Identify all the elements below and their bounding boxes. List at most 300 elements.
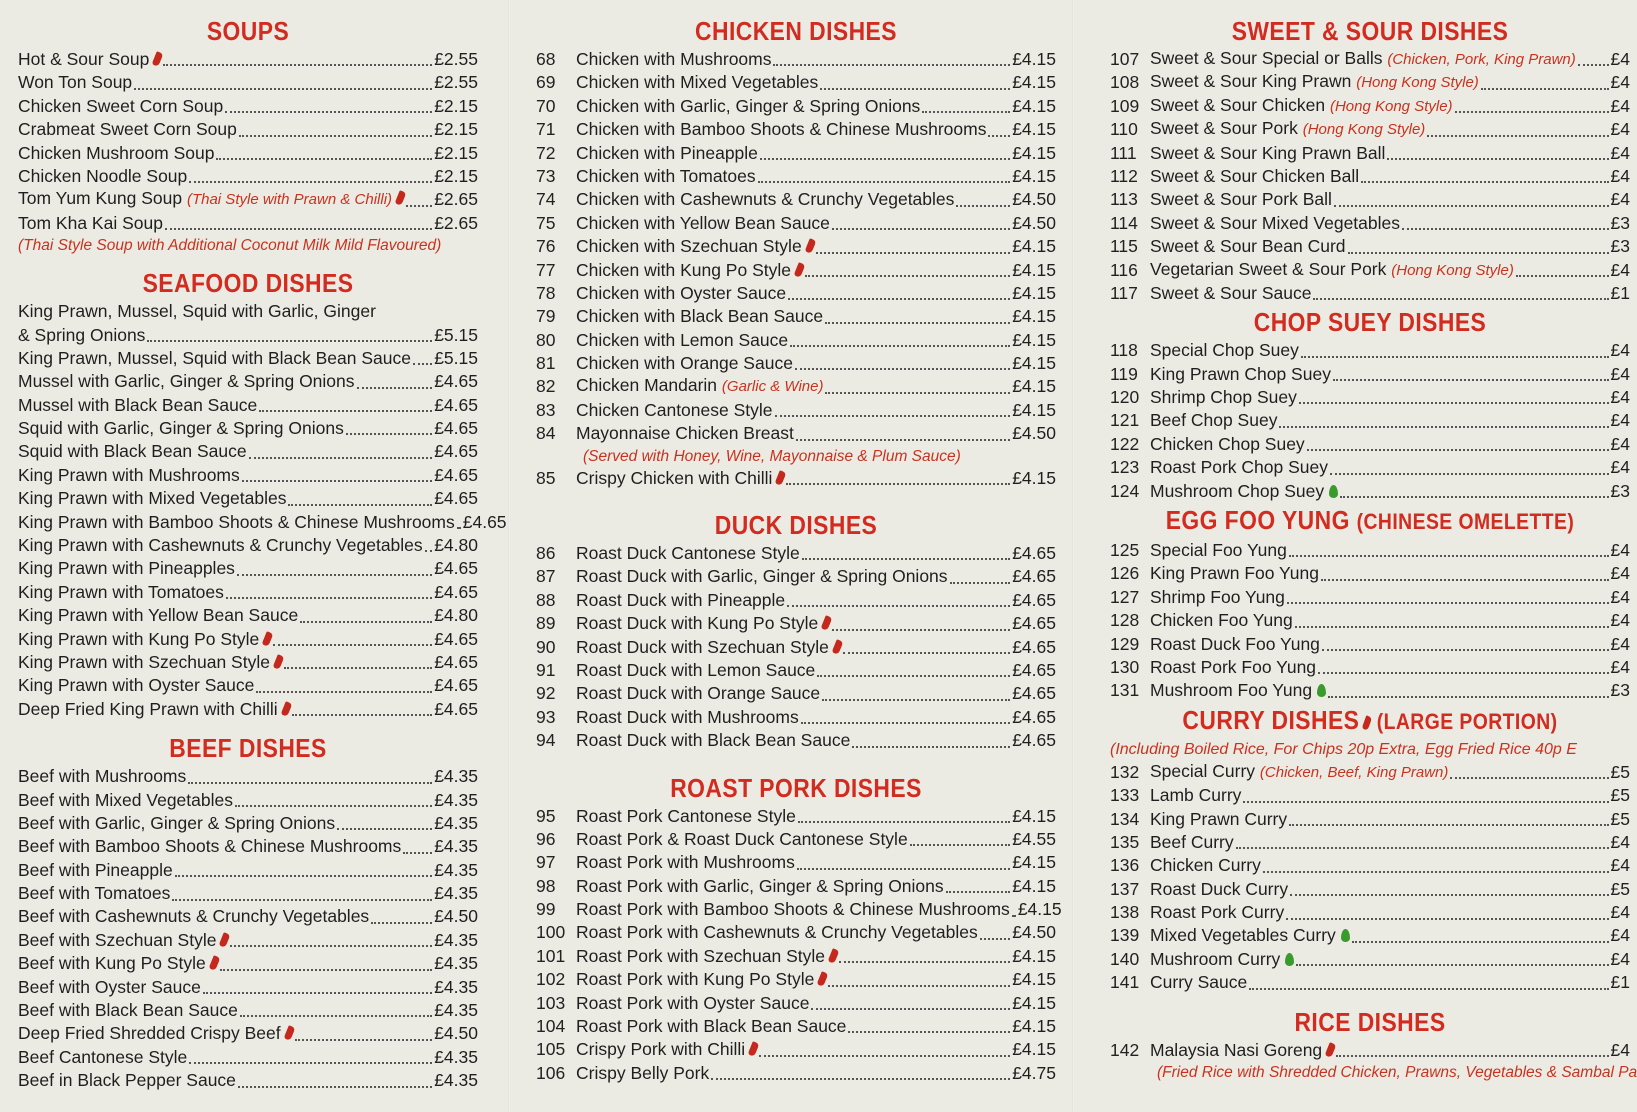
item-number: 86 bbox=[536, 543, 556, 564]
item-name bbox=[576, 329, 788, 352]
dot-leader bbox=[946, 891, 1011, 893]
vegetarian-leaf-icon bbox=[1285, 953, 1294, 966]
item-name bbox=[576, 1015, 846, 1038]
item-price: £4.15 bbox=[1012, 875, 1056, 896]
section-title-text: SOUPS bbox=[206, 16, 290, 46]
item-name bbox=[18, 859, 173, 882]
item-price: £4.65 bbox=[434, 628, 478, 649]
item-price: £4.65 bbox=[1012, 659, 1056, 680]
item-number: 76 bbox=[536, 236, 556, 257]
item-name-text: Beef with Mixed Vegetables bbox=[18, 789, 233, 810]
section-title-text: RICE DISHES bbox=[1294, 1006, 1446, 1037]
menu-item bbox=[18, 487, 478, 510]
menu-column-middle bbox=[536, 14, 1062, 1085]
vegetarian-leaf-icon bbox=[1341, 929, 1350, 942]
item-name-text: King Prawn with Bamboo Shoots & Chinese Mushrooms bbox=[18, 511, 455, 532]
item-name-text: Roast Pork Foo Yung bbox=[1150, 656, 1317, 677]
item-name bbox=[18, 999, 238, 1022]
dot-leader bbox=[852, 746, 1010, 748]
item-price: £5 bbox=[1610, 878, 1630, 899]
item-name bbox=[18, 417, 344, 440]
dot-leader bbox=[457, 527, 461, 529]
item-price: £4.15 bbox=[1012, 72, 1056, 93]
section-title bbox=[567, 508, 1025, 542]
item-price: £4.65 bbox=[1012, 566, 1056, 587]
item-number: 125 bbox=[1110, 540, 1140, 561]
dot-leader bbox=[843, 652, 1010, 654]
item-price: £4 bbox=[1610, 259, 1630, 280]
dot-leader bbox=[760, 158, 1010, 160]
menu-item bbox=[1110, 95, 1630, 118]
item-name bbox=[1150, 878, 1288, 901]
menu-column-right bbox=[1110, 14, 1637, 1083]
chilli-icon bbox=[395, 191, 407, 207]
item-name-text: Chicken Cantonese Style bbox=[576, 399, 773, 420]
item-name bbox=[1150, 656, 1316, 679]
item-price: £4.50 bbox=[434, 1023, 478, 1044]
item-name-text: Chicken Mushroom Soup bbox=[18, 142, 215, 163]
item-name bbox=[576, 851, 795, 874]
section-note: (Including Boiled Rice, For Chips 20p Extra, Egg Fried Rice 40p E bbox=[1110, 740, 1577, 758]
item-name-text: Hot & Sour Soup bbox=[18, 48, 150, 69]
dot-leader bbox=[773, 64, 1010, 66]
item-name-text: Roast Pork with Garlic, Ginger & Spring Onions bbox=[576, 875, 944, 896]
item-note: (Hong Kong Style) bbox=[1302, 121, 1426, 139]
item-name-text: Curry Sauce bbox=[1150, 972, 1248, 993]
item-number: 129 bbox=[1110, 633, 1140, 654]
menu-item bbox=[1110, 854, 1630, 877]
item-name bbox=[1150, 188, 1332, 211]
item-number: 75 bbox=[536, 212, 556, 233]
item-price: £4.65 bbox=[1012, 683, 1056, 704]
menu-item bbox=[1110, 212, 1630, 235]
item-number: 133 bbox=[1110, 785, 1140, 806]
item-number: 127 bbox=[1110, 586, 1140, 607]
item-price: £4.65 bbox=[434, 675, 478, 696]
dot-leader bbox=[357, 387, 433, 389]
dot-leader bbox=[216, 158, 432, 160]
menu-item bbox=[18, 48, 478, 71]
item-number: 84 bbox=[536, 423, 556, 444]
item-name bbox=[18, 789, 233, 812]
item-price: £4.15 bbox=[1012, 119, 1056, 140]
menu-item bbox=[18, 628, 478, 651]
menu-item bbox=[536, 375, 1056, 398]
chilli-icon bbox=[817, 971, 829, 987]
menu-item bbox=[536, 467, 1056, 490]
item-name bbox=[1150, 70, 1479, 94]
item-name-text: Chicken with Lemon Sauce bbox=[576, 329, 789, 350]
item-price: £2.15 bbox=[434, 165, 478, 186]
menu-item bbox=[536, 898, 1062, 921]
dot-leader bbox=[811, 1008, 1010, 1010]
dot-leader bbox=[292, 714, 433, 716]
menu-item bbox=[536, 212, 1056, 235]
item-name-text: Crispy Belly Pork bbox=[576, 1062, 710, 1083]
item-number: 97 bbox=[536, 852, 556, 873]
dot-leader bbox=[235, 805, 432, 807]
menu-item bbox=[18, 651, 478, 674]
item-name bbox=[18, 905, 369, 928]
item-name bbox=[1150, 808, 1287, 831]
item-number: 136 bbox=[1110, 855, 1140, 876]
menu-item bbox=[1110, 831, 1630, 854]
item-price: £4 bbox=[1610, 48, 1630, 69]
vegetarian-leaf-icon bbox=[1317, 684, 1326, 697]
item-name-text: Mushroom Curry bbox=[1150, 948, 1281, 969]
menu-item bbox=[18, 882, 478, 905]
section-title bbox=[46, 14, 451, 48]
item-name-text: Sweet & Sour Sauce bbox=[1150, 282, 1312, 303]
menu-item bbox=[536, 95, 1056, 118]
menu-item bbox=[536, 589, 1056, 612]
item-number: 121 bbox=[1110, 410, 1140, 431]
chilli-icon bbox=[804, 238, 816, 254]
item-name-text: Roast Pork with Oyster Sauce bbox=[576, 992, 810, 1013]
menu-item bbox=[1110, 282, 1630, 305]
item-name bbox=[1150, 948, 1294, 971]
item-name bbox=[1150, 760, 1448, 784]
section-title-text: ROAST PORK DISHES bbox=[670, 772, 922, 803]
item-price: £4.35 bbox=[434, 812, 478, 833]
dot-leader bbox=[163, 64, 432, 66]
item-name bbox=[18, 812, 335, 835]
dot-leader bbox=[238, 1086, 432, 1088]
menu-item bbox=[536, 542, 1056, 565]
item-name bbox=[18, 142, 214, 165]
item-name-text: Tom Kha Kai Soup bbox=[18, 212, 163, 233]
dot-leader bbox=[711, 1078, 1010, 1080]
item-price: £4.65 bbox=[1012, 589, 1056, 610]
item-name-text: Sweet & Sour Special or Balls bbox=[1150, 47, 1383, 68]
dot-leader bbox=[147, 340, 432, 342]
item-name-text: Chicken Noodle Soup bbox=[18, 165, 188, 186]
dot-leader bbox=[1263, 871, 1609, 873]
item-name bbox=[18, 48, 161, 71]
menu-item bbox=[536, 1015, 1056, 1038]
item-name bbox=[1150, 363, 1331, 386]
item-price: £4 bbox=[1610, 363, 1630, 384]
item-price: £4.35 bbox=[434, 789, 478, 810]
item-description: (Served with Honey, Wine, Mayonnaise & Plum Sauce) bbox=[583, 447, 961, 465]
dot-leader bbox=[839, 961, 1010, 963]
item-price: £4.35 bbox=[434, 836, 478, 857]
dot-leader bbox=[1318, 672, 1609, 674]
item-name bbox=[1150, 609, 1293, 632]
item-name-text: Roast Duck with Kung Po Style bbox=[576, 613, 819, 634]
menu-item bbox=[18, 142, 478, 165]
dot-leader bbox=[371, 922, 432, 924]
menu-item bbox=[1110, 925, 1630, 948]
menu-item bbox=[536, 1062, 1056, 1085]
item-name-text: Chicken with Bamboo Shoots & Chinese Mushrooms bbox=[576, 119, 987, 140]
item-number: 112 bbox=[1110, 165, 1138, 186]
item-number: 79 bbox=[536, 306, 556, 327]
item-price: £4.15 bbox=[1012, 329, 1056, 350]
dot-leader bbox=[775, 415, 1011, 417]
item-name-text: Shrimp Foo Yung bbox=[1150, 586, 1285, 607]
item-note: (Chicken, Beef, King Prawn) bbox=[1259, 763, 1449, 781]
dot-leader bbox=[788, 298, 1010, 300]
menu-item bbox=[18, 581, 478, 604]
item-price: £4.55 bbox=[1012, 828, 1056, 849]
chilli-icon bbox=[152, 51, 164, 67]
item-name-text: Sweet & Sour Mixed Vegetables bbox=[1150, 212, 1401, 233]
item-name-text: Beef with Oyster Sauce bbox=[18, 976, 201, 997]
menu-item bbox=[18, 394, 478, 417]
item-name-text: Malaysia Nasi Goreng bbox=[1150, 1039, 1323, 1060]
item-name bbox=[576, 992, 809, 1015]
menu-item bbox=[536, 875, 1056, 898]
item-number: 89 bbox=[536, 613, 556, 634]
item-name bbox=[1150, 679, 1326, 702]
item-name-text: Roast Pork with Szechuan Style bbox=[576, 945, 826, 966]
item-name bbox=[18, 511, 455, 534]
menu-item bbox=[18, 511, 507, 534]
item-price: £4.15 bbox=[1012, 969, 1056, 990]
item-price: £5 bbox=[1610, 808, 1630, 829]
item-price: £4.50 bbox=[1012, 189, 1056, 210]
item-name-text: Roast Duck with Mushrooms bbox=[576, 706, 799, 727]
item-name-text: Chicken with Mixed Vegetables bbox=[576, 72, 819, 93]
item-name-text: King Prawn Chop Suey bbox=[1150, 363, 1331, 384]
menu-item bbox=[18, 812, 478, 835]
menu-item bbox=[536, 706, 1056, 729]
item-name bbox=[18, 534, 423, 557]
item-name-text: Mussel with Garlic, Ginger & Spring Onions bbox=[18, 371, 355, 392]
item-price: £4.65 bbox=[434, 371, 478, 392]
item-price: £4 bbox=[1610, 610, 1630, 631]
item-name-text: Beef with Tomatoes bbox=[18, 883, 171, 904]
item-name-text: Mushroom Chop Suey bbox=[1150, 480, 1325, 501]
item-note: (Hong Kong Style) bbox=[1329, 97, 1453, 115]
item-price: £4.50 bbox=[1012, 922, 1056, 943]
item-name bbox=[1150, 562, 1319, 585]
dot-leader bbox=[188, 782, 432, 784]
menu-item bbox=[18, 835, 478, 858]
dot-leader bbox=[1336, 1055, 1608, 1057]
dot-leader bbox=[425, 550, 433, 552]
chilli-icon bbox=[280, 701, 292, 717]
menu-item bbox=[536, 259, 1056, 282]
item-name-text: King Prawn with Yellow Bean Sauce bbox=[18, 605, 299, 626]
menu-item bbox=[536, 142, 1056, 165]
dot-leader bbox=[1299, 402, 1609, 404]
dot-leader bbox=[922, 111, 1010, 113]
item-name-text: Chicken with Yellow Bean Sauce bbox=[576, 212, 830, 233]
item-name bbox=[1150, 47, 1576, 71]
item-price: £2.65 bbox=[434, 189, 478, 210]
item-name bbox=[576, 612, 830, 635]
dot-leader bbox=[1516, 275, 1609, 277]
item-name-text: Roast Duck with Orange Sauce bbox=[576, 683, 821, 704]
section-title-text: DUCK DISHES bbox=[714, 510, 878, 541]
dot-leader bbox=[288, 504, 432, 506]
item-number: 104 bbox=[536, 1016, 566, 1037]
dot-leader bbox=[1301, 356, 1609, 358]
item-name-text: Roast Pork with Mushrooms bbox=[576, 852, 795, 873]
item-number: 71 bbox=[536, 119, 556, 140]
item-name bbox=[576, 352, 793, 375]
dot-leader bbox=[1243, 801, 1608, 803]
item-price: £4.15 bbox=[1012, 399, 1056, 420]
item-number: 80 bbox=[536, 329, 556, 350]
item-price: £4.65 bbox=[434, 581, 478, 602]
dot-leader bbox=[165, 228, 432, 230]
chilli-icon bbox=[828, 948, 840, 964]
dot-leader bbox=[203, 992, 432, 994]
dot-leader bbox=[950, 582, 1011, 584]
section-title bbox=[46, 731, 451, 765]
menu-item bbox=[18, 212, 478, 235]
menu-item bbox=[1110, 784, 1630, 807]
item-price: £4 bbox=[1610, 902, 1630, 923]
menu-item bbox=[18, 789, 478, 812]
item-price: £4 bbox=[1610, 340, 1630, 361]
item-name bbox=[576, 212, 830, 235]
item-name-text: Sweet & Sour Bean Curd bbox=[1150, 236, 1346, 257]
section-title bbox=[567, 14, 1025, 48]
dot-leader bbox=[790, 345, 1010, 347]
item-name-text: King Prawn with Kung Po Style bbox=[18, 628, 260, 649]
item-price: £4.15 bbox=[1012, 282, 1056, 303]
dot-leader bbox=[249, 457, 433, 459]
item-number: 96 bbox=[536, 828, 556, 849]
item-name-text: Crabmeat Sweet Corn Soup bbox=[18, 119, 237, 140]
item-number: 95 bbox=[536, 805, 556, 826]
chilli-icon bbox=[262, 631, 274, 647]
item-name bbox=[1150, 924, 1350, 947]
menu-item bbox=[536, 922, 1056, 945]
item-price: £5.15 bbox=[434, 347, 478, 368]
menu-item bbox=[536, 729, 1056, 752]
item-name bbox=[1150, 235, 1346, 258]
menu-item bbox=[1110, 118, 1630, 141]
item-price: £4.65 bbox=[1012, 706, 1056, 727]
dot-leader bbox=[413, 363, 432, 365]
item-name-text: Crispy Pork with Chilli bbox=[576, 1039, 746, 1060]
dot-leader bbox=[189, 181, 432, 183]
item-name bbox=[18, 929, 228, 952]
menu-item bbox=[536, 612, 1056, 635]
item-name-text: Roast Duck with Garlic, Ginger & Spring Onions bbox=[576, 566, 948, 587]
item-name-text: Roast Pork Cantonese Style bbox=[576, 805, 796, 826]
item-name bbox=[1150, 784, 1241, 807]
dot-leader bbox=[1402, 228, 1609, 230]
item-number: 128 bbox=[1110, 610, 1140, 631]
item-price: £4 bbox=[1610, 1039, 1630, 1060]
dot-leader bbox=[825, 392, 1010, 394]
item-price: £2.55 bbox=[434, 48, 478, 69]
section-title bbox=[1141, 1005, 1599, 1039]
item-name bbox=[576, 95, 920, 118]
item-name bbox=[576, 1038, 757, 1061]
chilli-icon bbox=[1325, 1042, 1337, 1058]
menu-item bbox=[18, 859, 478, 882]
menu-item-line bbox=[18, 300, 478, 323]
item-price: £4.15 bbox=[1012, 165, 1056, 186]
item-name-text: Squid with Black Bean Sauce bbox=[18, 441, 247, 462]
item-name-text: Beef with Cashewnuts & Crunchy Vegetables bbox=[18, 906, 370, 927]
dot-leader bbox=[226, 597, 432, 599]
dot-leader bbox=[256, 691, 432, 693]
item-number: 142 bbox=[1110, 1039, 1140, 1060]
item-name-text: Beef with Pineapple bbox=[18, 859, 173, 880]
menu-item bbox=[18, 604, 478, 627]
item-name-text: Chicken with Garlic, Ginger & Spring Onions bbox=[576, 95, 921, 116]
item-name-text: Chicken with Szechuan Style bbox=[576, 236, 802, 257]
menu-item bbox=[536, 188, 1056, 211]
item-name bbox=[576, 636, 841, 659]
section-title bbox=[567, 771, 1025, 805]
menu-item bbox=[536, 352, 1056, 375]
item-name-text: Squid with Garlic, Ginger & Spring Onions bbox=[18, 418, 344, 439]
item-name-text: Roast Pork with Black Bean Sauce bbox=[576, 1016, 847, 1037]
dot-leader bbox=[980, 938, 1010, 940]
item-number: 90 bbox=[536, 636, 556, 657]
chilli-icon bbox=[273, 654, 285, 670]
dot-leader bbox=[1334, 205, 1609, 207]
item-price: £4.75 bbox=[1012, 1062, 1056, 1083]
item-name bbox=[576, 729, 850, 752]
item-price: £4.35 bbox=[434, 1046, 478, 1067]
menu-item bbox=[1110, 586, 1630, 609]
dot-leader bbox=[225, 111, 432, 113]
dot-leader bbox=[798, 821, 1010, 823]
item-name-text: Tom Yum Kung Soup bbox=[18, 188, 183, 209]
dot-leader bbox=[337, 828, 432, 830]
item-price: £4.65 bbox=[434, 488, 478, 509]
item-name-text: Beef with Bamboo Shoots & Chinese Mushrooms bbox=[18, 836, 402, 857]
dot-leader bbox=[802, 558, 1010, 560]
menu-item bbox=[1110, 948, 1630, 971]
menu-item bbox=[1110, 48, 1630, 71]
item-price: £4.50 bbox=[1012, 423, 1056, 444]
dot-leader bbox=[1296, 964, 1608, 966]
menu-item bbox=[536, 305, 1056, 328]
dot-leader bbox=[1290, 894, 1608, 896]
item-number: 117 bbox=[1110, 282, 1138, 303]
item-price: £4 bbox=[1610, 656, 1630, 677]
chilli-icon bbox=[748, 1042, 760, 1058]
item-name-text: Chicken with Orange Sauce bbox=[576, 353, 793, 374]
item-name-text: Roast Pork with Bamboo Shoots & Chinese Mushrooms bbox=[576, 899, 1010, 920]
item-number: 109 bbox=[1110, 95, 1140, 116]
dot-leader bbox=[786, 483, 1010, 485]
item-name-text: Roast Duck with Lemon Sauce bbox=[576, 659, 816, 680]
menu-item bbox=[18, 165, 478, 188]
dot-leader bbox=[403, 852, 432, 854]
item-name-text: Beef with Kung Po Style bbox=[18, 953, 206, 974]
menu-item bbox=[1110, 808, 1630, 831]
item-price: £4 bbox=[1610, 387, 1630, 408]
chilli-icon bbox=[821, 615, 833, 631]
item-name-text: Roast Duck Cantonese Style bbox=[576, 543, 800, 564]
item-name bbox=[18, 604, 298, 627]
item-price: £4.35 bbox=[434, 976, 478, 997]
dot-leader bbox=[134, 88, 432, 90]
item-name bbox=[18, 1069, 236, 1092]
item-name-text: Sweet & Sour Pork Ball bbox=[1150, 189, 1332, 210]
dot-leader bbox=[1333, 379, 1609, 381]
item-name bbox=[1150, 409, 1277, 432]
item-price: £4.15 bbox=[1012, 945, 1056, 966]
menu-column-left bbox=[18, 14, 507, 1093]
menu-item bbox=[1110, 761, 1630, 784]
menu-item bbox=[18, 534, 478, 557]
item-price: £3 bbox=[1610, 480, 1630, 501]
item-name-text: Won Ton Soup bbox=[18, 72, 133, 93]
